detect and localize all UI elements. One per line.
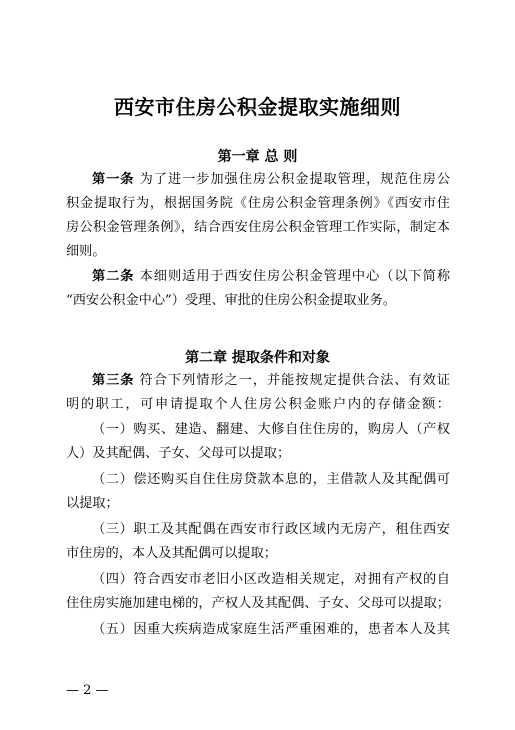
item3-line1: （三）职工及其配偶在西安市行政区域内无房产，租住西安 [92, 522, 450, 537]
article2-text: 本细则适用于西安住房公积金管理中心（以下简称 [139, 269, 451, 284]
article2-line2: “西安公积金中心”）受理、审批的住房公积金提取业务。 [66, 293, 396, 308]
chapter-one-heading: 第一章 总 则 [217, 149, 298, 165]
article1-line3: 房公积金管理条例》，结合西安住房公积金管理工作实际，制定本 [66, 220, 450, 235]
article3-line1 [92, 371, 450, 391]
article1-line2: 积金提取行为，根据国务院《住房公积金管理条例》《西安市住 [66, 196, 450, 211]
item4-line2: 住住房实施加建电梯的，产权人及其配偶、子女、父母可以提取； [66, 596, 450, 611]
article2-line1 [92, 267, 450, 287]
article3-label: 第三条 [92, 373, 135, 388]
article1-label: 第一条 [92, 172, 135, 187]
article2-label: 第二条 [92, 269, 135, 284]
page-number: — 2 — [66, 683, 109, 698]
item1-line1: （一）购买、建造、翻建、大修自住住房的，购房人（产权 [92, 422, 450, 437]
item1-line2: 人）及其配偶、子女、父母可以提取； [66, 446, 291, 461]
item2-line2: 以提取； [66, 496, 119, 511]
article3-text: 符合下列情形之一，并能按规定提供合法、有效证 [139, 373, 451, 388]
document-title: 西安市住房公积金提取实施细则 [114, 95, 401, 119]
article1-text: 为了进一步加强住房公积金提取管理，规范住房公 [139, 172, 451, 187]
article1-line1 [92, 170, 450, 190]
article1-line4: 细则。 [66, 244, 106, 259]
item2-line1: （二）偿还购买自住住房贷款本息的，主借款人及其配偶可 [92, 472, 450, 487]
item4-line1: （四）符合西安市老旧小区改造相关规定，对拥有产权的自 [92, 572, 450, 587]
chapter-two-heading: 第二章 提取条件和对象 [185, 350, 330, 366]
item5-line1: （五）因重大疾病造成家庭生活严重困难的，患者本人及其 [92, 622, 450, 637]
item3-line2: 市住房的，本人及其配偶可以提取； [66, 546, 277, 561]
article3-line2: 明的职工，可申请提取个人住房公积金账户内的存储金额： [66, 397, 450, 412]
